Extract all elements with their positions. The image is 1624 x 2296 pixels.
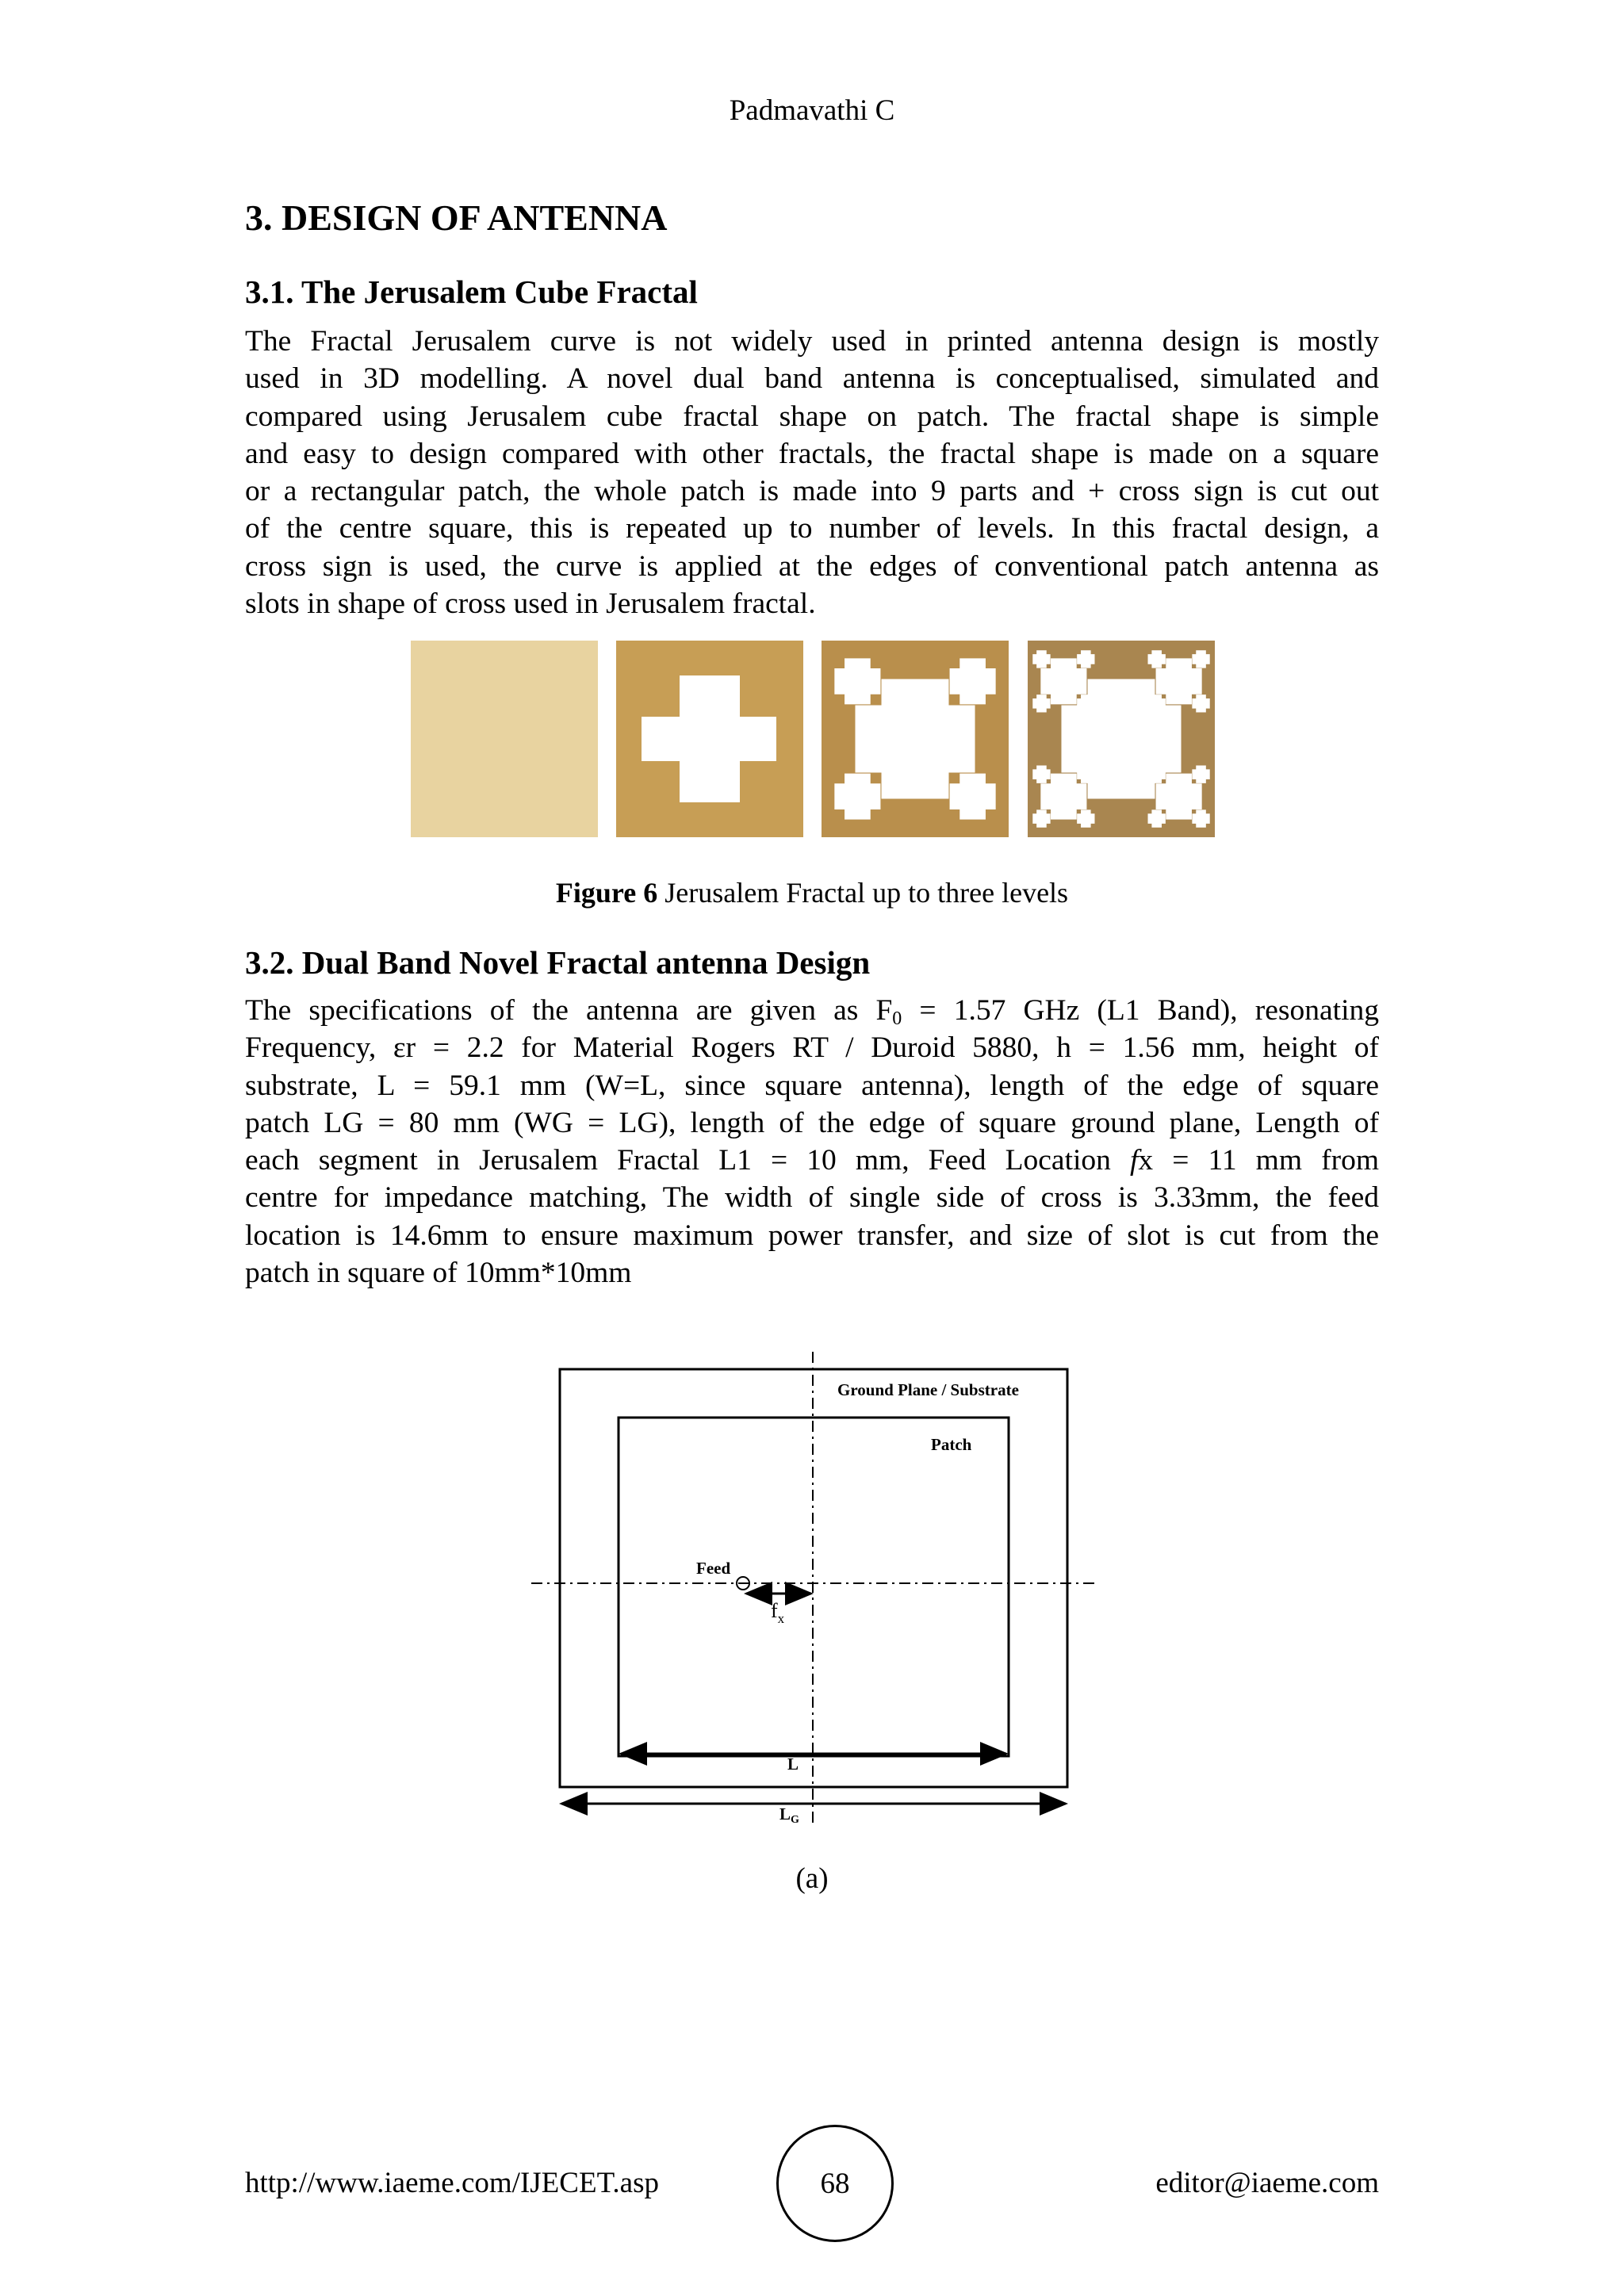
ground-plane-label: Ground Plane / Substrate (837, 1380, 1019, 1399)
paragraph-antenna-specs (245, 992, 1379, 1292)
fx-label: $f_x$ (771, 1599, 785, 1626)
figure-sub-caption: (a) (795, 1862, 829, 1895)
feed-label: Feed (696, 1559, 731, 1578)
subsection-heading-3-1: 3.1. The Jerusalem Cube Fractal (245, 274, 698, 310)
fx-symbol: f (1130, 1144, 1139, 1177)
paragraph-line: substrate, L = 59.1 mm (W=L, since square antenna), length of the edge of square (245, 1069, 1379, 1102)
subscript: 0 (892, 1008, 902, 1029)
fractal-level-0 (411, 641, 598, 837)
page-number (776, 2125, 894, 2242)
paragraph-line: centre for impedance matching, The width of single side of cross is 3.33mm, the feed (245, 1181, 1379, 1215)
spec-text: x = 11 mm from (1138, 1144, 1379, 1177)
figure-label: Figure 6 (555, 877, 658, 909)
patch-label: Patch (931, 1435, 972, 1454)
spec-text: each segment in Jerusalem Fractal L1 = 10 mm, Feed Location (245, 1144, 1130, 1177)
antenna-geometry-diagram (523, 1344, 1110, 1835)
paragraph-line: slots in shape of cross used in Jerusalem fractal. (245, 587, 816, 621)
paragraph-jerusalem-fractal (245, 323, 1379, 622)
figure-6-caption (0, 876, 1624, 909)
paragraph-line: of the centre square, this is repeated up to number of levels. In this fractal design, a (245, 512, 1379, 545)
paragraph-line: cross sign is used, the curve is applied at the edges of conventional patch antenna as (245, 549, 1379, 583)
paragraph-line: or a rectangular patch, the whole patch is made into 9 parts and + cross sign is cut out (245, 475, 1379, 508)
l-label: L (787, 1755, 799, 1774)
running-head: Padmavathi C (729, 94, 895, 127)
jerusalem-fractal-figure (411, 641, 1216, 837)
paragraph-line: The Fractal Jerusalem curve is not widely used in printed antenna design is mostly (245, 325, 1379, 358)
paragraph-line: patch in square of 10mm*10mm (245, 1257, 632, 1290)
paragraph-line: Frequency, εr = 2.2 for Material Rogers RT / Duroid 5880, h = 1.56 mm, height of (245, 1031, 1379, 1065)
footer-url[interactable]: http://www.iaeme.com/IJECET.asp (245, 2167, 659, 2199)
paragraph-line: location is 14.6mm to ensure maximum power transfer, and size of slot is cut from the (245, 1219, 1379, 1252)
paragraph-line: compared using Jerusalem cube fractal shape on patch. The fractal shape is simple (245, 400, 1379, 433)
fractal-level-1 (616, 641, 803, 837)
subsection-heading-3-2: 3.2. Dual Band Novel Fractal antenna Design (245, 944, 871, 981)
figure-caption-text: Jerusalem Fractal up to three levels (657, 877, 1069, 909)
paragraph-line: patch LG = 80 mm (WG = LG), length of the edge of square ground plane, Length of (245, 1106, 1379, 1139)
paragraph-line: used in 3D modelling. A novel dual band antenna is conceptualised, simulated and (245, 362, 1379, 396)
paragraph-line: and easy to design compared with other fractals, the fractal shape is made on a square (245, 437, 1379, 470)
spec-text: = 1.57 GHz (L1 Band), resonating (902, 994, 1379, 1027)
fractal-level-3 (1028, 641, 1215, 837)
lg-label: LG (779, 1804, 799, 1826)
section-heading: 3. DESIGN OF ANTENNA (245, 197, 668, 238)
paragraph-line (245, 1142, 1379, 1179)
spec-text: The specifications of the antenna are given as F (245, 994, 893, 1027)
paragraph-line (245, 992, 1379, 1029)
fractal-level-2 (822, 641, 1009, 837)
footer-email[interactable]: editor@iaeme.com (1155, 2167, 1379, 2199)
page-number-text: 68 (820, 2167, 850, 2200)
